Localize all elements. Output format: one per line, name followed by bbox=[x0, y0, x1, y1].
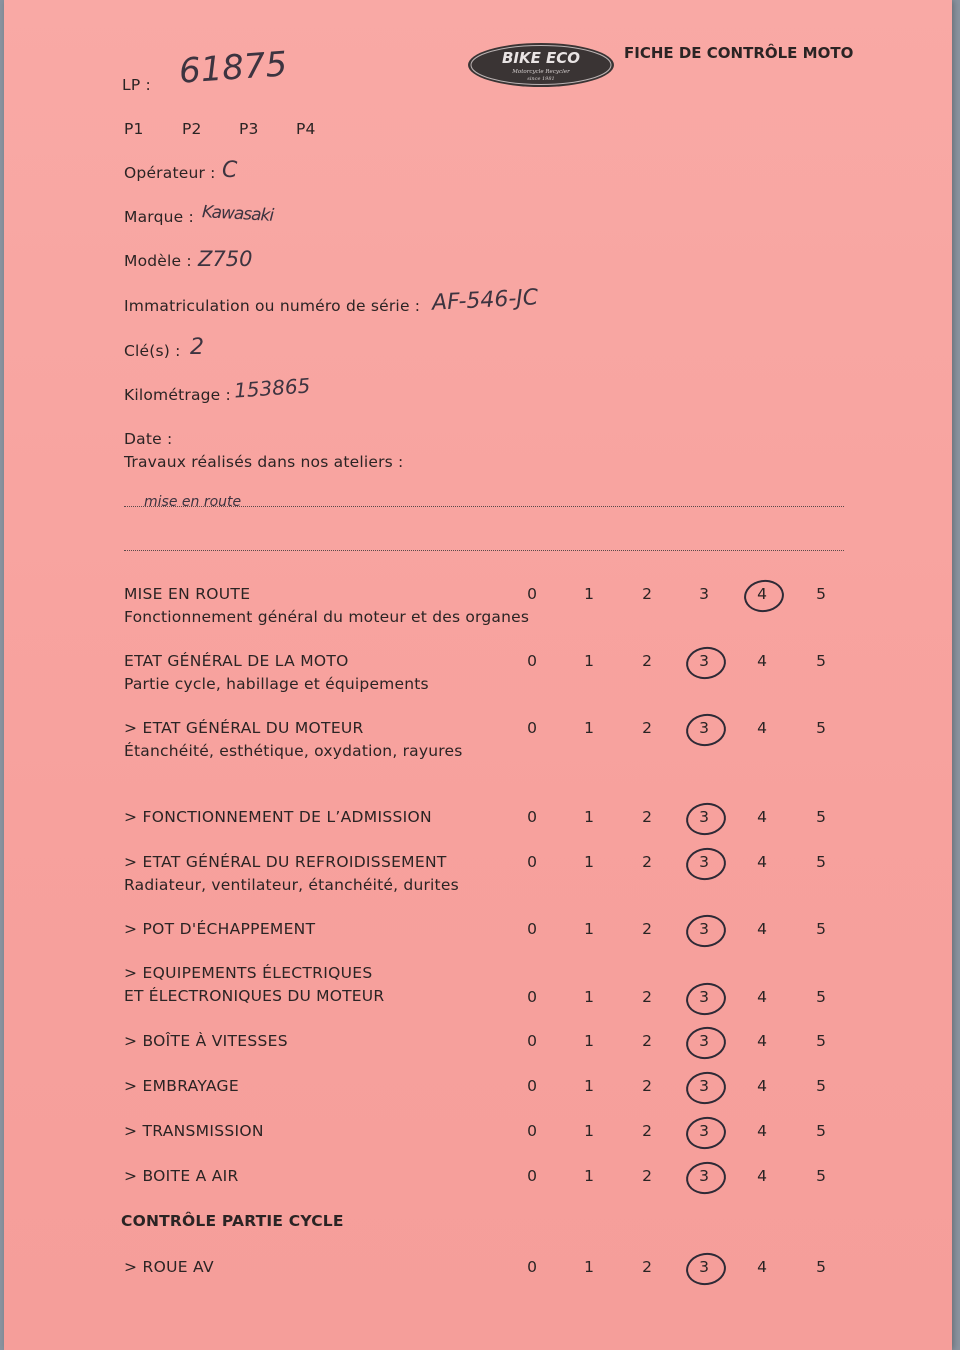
section-title: > BOITE A AIR bbox=[124, 1167, 239, 1185]
score-4[interactable]: 4 bbox=[757, 585, 767, 603]
score-5[interactable]: 5 bbox=[816, 988, 826, 1006]
score-0[interactable]: 0 bbox=[527, 988, 537, 1006]
section-subtitle: Étanchéité, esthétique, oxydation, rayures bbox=[124, 742, 463, 760]
marque-value: Kawasaki bbox=[201, 202, 274, 226]
score-5[interactable]: 5 bbox=[816, 1077, 826, 1095]
score-4[interactable]: 4 bbox=[757, 1258, 767, 1276]
score-4[interactable]: 4 bbox=[757, 853, 767, 871]
travaux-label: Travaux réalisés dans nos ateliers : bbox=[124, 453, 404, 471]
score-2[interactable]: 2 bbox=[642, 988, 652, 1006]
score-0[interactable]: 0 bbox=[527, 1258, 537, 1276]
section-title: > EMBRAYAGE bbox=[124, 1077, 239, 1095]
score-4[interactable]: 4 bbox=[757, 1167, 767, 1185]
score-3[interactable]: 3 bbox=[699, 920, 709, 938]
score-5[interactable]: 5 bbox=[816, 1122, 826, 1140]
score-1[interactable]: 1 bbox=[584, 1258, 594, 1276]
score-0[interactable]: 0 bbox=[527, 853, 537, 871]
kilometrage-value: 153865 bbox=[233, 373, 312, 403]
score-0[interactable]: 0 bbox=[527, 585, 537, 603]
score-1[interactable]: 1 bbox=[584, 1167, 594, 1185]
score-2[interactable]: 2 bbox=[642, 808, 652, 826]
cycle-heading: CONTRÔLE PARTIE CYCLE bbox=[121, 1212, 344, 1230]
modele-label: Modèle : bbox=[124, 252, 192, 270]
svg-text:Motorcycle Recycler: Motorcycle Recycler bbox=[512, 69, 570, 75]
operateur-label: Opérateur : bbox=[124, 164, 216, 182]
score-3[interactable]: 3 bbox=[699, 1258, 709, 1276]
score-5[interactable]: 5 bbox=[816, 652, 826, 670]
score-5[interactable]: 5 bbox=[816, 719, 826, 737]
score-2[interactable]: 2 bbox=[642, 1258, 652, 1276]
section-title: > TRANSMISSION bbox=[124, 1122, 264, 1140]
score-1[interactable]: 1 bbox=[584, 920, 594, 938]
selected-score-circle bbox=[684, 845, 728, 882]
priority-p1: P1 bbox=[124, 120, 144, 138]
score-3[interactable]: 3 bbox=[699, 652, 709, 670]
selected-score-circle bbox=[684, 1159, 728, 1196]
marque-label: Marque : bbox=[124, 208, 194, 226]
score-3[interactable]: 3 bbox=[699, 808, 709, 826]
score-3[interactable]: 3 bbox=[699, 585, 709, 603]
priority-p4: P4 bbox=[296, 120, 316, 138]
score-5[interactable]: 5 bbox=[816, 1167, 826, 1185]
score-2[interactable]: 2 bbox=[642, 585, 652, 603]
score-1[interactable]: 1 bbox=[584, 853, 594, 871]
score-5[interactable]: 5 bbox=[816, 853, 826, 871]
score-5[interactable]: 5 bbox=[816, 808, 826, 826]
travaux-value: mise en route bbox=[144, 494, 242, 510]
section-title: > FONCTIONNEMENT DE L’ADMISSION bbox=[124, 808, 432, 826]
section-subtitle: ET ÉLECTRONIQUES DU MOTEUR bbox=[124, 987, 385, 1005]
score-2[interactable]: 2 bbox=[642, 1167, 652, 1185]
cles-value: 2 bbox=[190, 335, 204, 360]
score-3[interactable]: 3 bbox=[699, 853, 709, 871]
score-0[interactable]: 0 bbox=[527, 1167, 537, 1185]
svg-text:BIKE ECO: BIKE ECO bbox=[501, 49, 581, 67]
section-title: ETAT GÉNÉRAL DE LA MOTO bbox=[124, 652, 349, 670]
cles-label: Clé(s) : bbox=[124, 342, 181, 360]
score-2[interactable]: 2 bbox=[642, 1032, 652, 1050]
score-1[interactable]: 1 bbox=[584, 652, 594, 670]
selected-score-circle bbox=[684, 912, 728, 949]
score-2[interactable]: 2 bbox=[642, 719, 652, 737]
score-4[interactable]: 4 bbox=[757, 1122, 767, 1140]
score-4[interactable]: 4 bbox=[757, 719, 767, 737]
kilometrage-label: Kilométrage : bbox=[124, 386, 231, 404]
score-2[interactable]: 2 bbox=[642, 920, 652, 938]
lp-value: 61875 bbox=[177, 44, 289, 92]
score-0[interactable]: 0 bbox=[527, 719, 537, 737]
score-3[interactable]: 3 bbox=[699, 719, 709, 737]
section-title: > ETAT GÉNÉRAL DU REFROIDISSEMENT bbox=[124, 853, 447, 871]
lp-label: LP : bbox=[122, 76, 151, 94]
selected-score-circle bbox=[684, 800, 728, 837]
score-3[interactable]: 3 bbox=[699, 1032, 709, 1050]
score-4[interactable]: 4 bbox=[757, 1032, 767, 1050]
selected-score-circle bbox=[684, 1250, 728, 1287]
score-0[interactable]: 0 bbox=[527, 1122, 537, 1140]
score-0[interactable]: 0 bbox=[527, 652, 537, 670]
selected-score-circle bbox=[684, 1024, 728, 1061]
priority-p3: P3 bbox=[239, 120, 259, 138]
dotted-line bbox=[124, 506, 844, 507]
svg-text:since 1981: since 1981 bbox=[527, 76, 555, 82]
section-title: > POT D'ÉCHAPPEMENT bbox=[124, 920, 316, 938]
score-3[interactable]: 3 bbox=[699, 988, 709, 1006]
section-title: > ROUE AV bbox=[124, 1258, 214, 1276]
score-4[interactable]: 4 bbox=[757, 920, 767, 938]
score-2[interactable]: 2 bbox=[642, 1122, 652, 1140]
score-4[interactable]: 4 bbox=[757, 988, 767, 1006]
score-3[interactable]: 3 bbox=[699, 1077, 709, 1095]
score-2[interactable]: 2 bbox=[642, 652, 652, 670]
score-4[interactable]: 4 bbox=[757, 652, 767, 670]
score-1[interactable]: 1 bbox=[584, 585, 594, 603]
score-3[interactable]: 3 bbox=[699, 1122, 709, 1140]
selected-score-circle bbox=[684, 980, 728, 1017]
score-5[interactable]: 5 bbox=[816, 1032, 826, 1050]
modele-value: Z750 bbox=[198, 247, 253, 271]
priority-p2: P2 bbox=[182, 120, 202, 138]
section-subtitle: Fonctionnement général du moteur et des organes bbox=[124, 608, 530, 626]
score-1[interactable]: 1 bbox=[584, 1077, 594, 1095]
section-title: > EQUIPEMENTS ÉLECTRIQUES bbox=[124, 964, 373, 982]
score-0[interactable]: 0 bbox=[527, 808, 537, 826]
score-1[interactable]: 1 bbox=[584, 719, 594, 737]
immatriculation-value: AF-546-JC bbox=[431, 285, 539, 316]
score-5[interactable]: 5 bbox=[816, 920, 826, 938]
selected-score-circle bbox=[684, 1069, 728, 1106]
score-0[interactable]: 0 bbox=[527, 1077, 537, 1095]
score-1[interactable]: 1 bbox=[584, 808, 594, 826]
selected-score-circle bbox=[742, 577, 786, 614]
immatriculation-label: Immatriculation ou numéro de série : bbox=[124, 297, 421, 315]
selected-score-circle bbox=[684, 644, 728, 681]
date-label: Date : bbox=[124, 430, 173, 448]
dotted-line bbox=[124, 550, 844, 551]
score-4[interactable]: 4 bbox=[757, 1077, 767, 1095]
selected-score-circle bbox=[684, 1114, 728, 1151]
form-title: FICHE DE CONTRÔLE MOTO bbox=[624, 44, 854, 62]
section-title: > BOÎTE À VITESSES bbox=[124, 1032, 288, 1050]
score-0[interactable]: 0 bbox=[527, 920, 537, 938]
score-5[interactable]: 5 bbox=[816, 1258, 826, 1276]
control-sheet bbox=[4, 0, 952, 1350]
selected-score-circle bbox=[684, 711, 728, 748]
score-1[interactable]: 1 bbox=[584, 988, 594, 1006]
score-2[interactable]: 2 bbox=[642, 1077, 652, 1095]
score-3[interactable]: 3 bbox=[699, 1167, 709, 1185]
score-0[interactable]: 0 bbox=[527, 1032, 537, 1050]
score-1[interactable]: 1 bbox=[584, 1032, 594, 1050]
score-2[interactable]: 2 bbox=[642, 853, 652, 871]
bike-eco-logo bbox=[466, 40, 616, 90]
section-subtitle: Radiateur, ventilateur, étanchéité, durites bbox=[124, 876, 459, 894]
section-subtitle: Partie cycle, habillage et équipements bbox=[124, 675, 429, 693]
score-5[interactable]: 5 bbox=[816, 585, 826, 603]
section-title: MISE EN ROUTE bbox=[124, 585, 251, 603]
score-4[interactable]: 4 bbox=[757, 808, 767, 826]
section-title: > ETAT GÉNÉRAL DU MOTEUR bbox=[124, 719, 364, 737]
score-1[interactable]: 1 bbox=[584, 1122, 594, 1140]
operateur-value: C bbox=[222, 158, 238, 183]
